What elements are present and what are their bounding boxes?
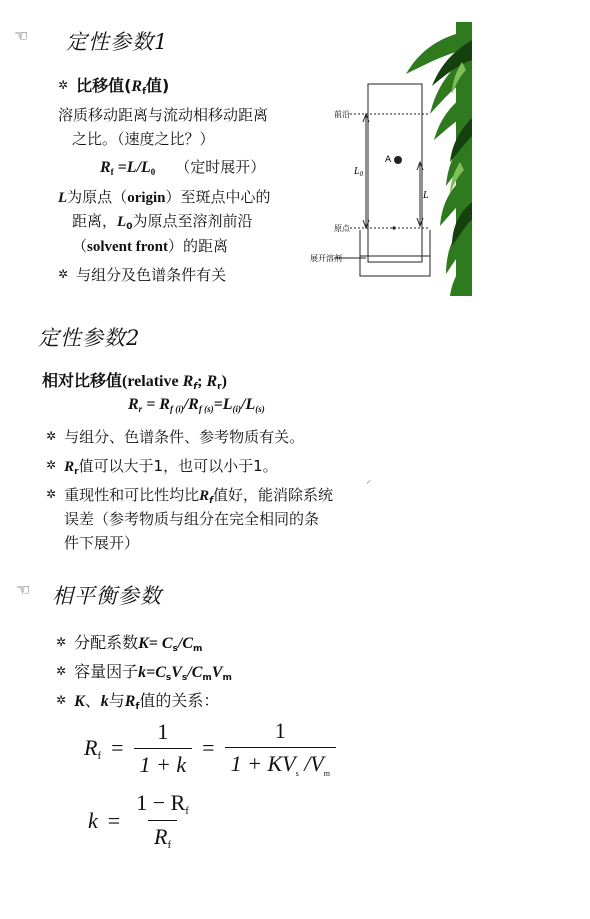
fraction-1-over-1-plus-kvs-vm: $\frac{1}{1 + KV_s /V_m}$	[225, 718, 336, 778]
star-bullet-icon: ✲	[46, 487, 57, 501]
s2-rr-formula: $R_r = R_{f (i)}/R_{f (s)}=L_{(i)}/L_{(s)}$	[128, 396, 265, 414]
rf-k-equation: Rf = $\frac{1}{1 + k}$ = $\frac{1}{1 + KV_s /V_m}$	[84, 718, 336, 778]
s2-relative-rf-title: 相对比移值(relative $R_f$; $R_r$)	[42, 371, 227, 392]
section1-title: 定性参数1	[66, 30, 169, 54]
star-bullet-icon: ✲	[46, 458, 57, 472]
s1-bullet-rf-value: ✲ 比移值($R_f$值)	[58, 76, 170, 97]
star-bullet-icon: ✲	[46, 429, 57, 443]
s1-line2: 溶质移动距离与流动相移动距离	[58, 106, 269, 124]
leaf-speck-icon: ⸝	[366, 475, 371, 486]
star-bullet-icon: ✲	[58, 78, 69, 92]
s3-bullet-partition: ✲ 分配系数$K= C_s/C_m$	[56, 633, 203, 654]
L0-label: $L_0$	[354, 166, 364, 178]
hand-pointer-icon: ☜	[16, 580, 31, 599]
s2-bullet3-line3: 件下展开）	[64, 534, 140, 552]
s3-bullet-capacity: ✲ 容量因子$k=C_sV_s/C_mV_m$	[56, 662, 232, 683]
s1-line5: L为原点（origin）至斑点中心的	[58, 188, 271, 206]
fraction-1-minus-rf-over-rf: $\frac{1 - Rf}{Rf}$	[136, 790, 189, 851]
s2-bullet1: ✲ 与组分、色谱条件、参考物质有关。	[46, 428, 305, 446]
star-bullet-icon: ✲	[56, 635, 67, 649]
spot-a-label: A	[385, 155, 392, 165]
s2-bullet3: ✲ 重现性和可比性均比$R_f$值好，能消除系统	[46, 486, 334, 506]
s1-bullet2: ✲ 与组分及色谱条件有关	[58, 266, 227, 284]
section3-title: 相平衡参数	[52, 584, 162, 608]
front-label: 前沿	[334, 110, 350, 119]
s1-line6: 距离，$L_0$为原点至溶剂前沿	[72, 212, 253, 232]
origin-dot	[392, 226, 395, 229]
L-label: L	[423, 190, 429, 201]
k-rf-equation: k = $\frac{1 - Rf}{Rf}$	[88, 790, 195, 851]
star-bullet-icon: ✲	[58, 267, 69, 281]
s1-rf-formula: $R_f =L/L_0$ （定时展开）	[100, 158, 266, 177]
tlc-plate-diagram	[300, 80, 440, 280]
hand-pointer-icon: ☜	[14, 26, 29, 45]
section2-title: 定性参数2	[38, 326, 141, 350]
spot-a-marker	[394, 156, 402, 164]
s2-bullet3-line2: 误差（参考物质与组分在完全相同的条	[64, 510, 320, 528]
fraction-1-over-1-plus-k: $\frac{1}{1 + k}$	[134, 719, 193, 778]
s2-bullet2: ✲ $R_r$值可以大于1，也可以小于1。	[46, 457, 278, 477]
star-bullet-icon: ✲	[56, 664, 67, 678]
solvent-label: 展开溶剂	[310, 254, 342, 263]
s1-line3: 之比。（速度之比？）	[72, 130, 215, 148]
star-bullet-icon: ✲	[56, 693, 67, 707]
s1-line7: （solvent front）的距离	[72, 237, 229, 255]
origin-label: 原点	[334, 224, 350, 233]
s3-bullet-relation: ✲ K、k与$R_f$值的关系：	[56, 691, 220, 712]
